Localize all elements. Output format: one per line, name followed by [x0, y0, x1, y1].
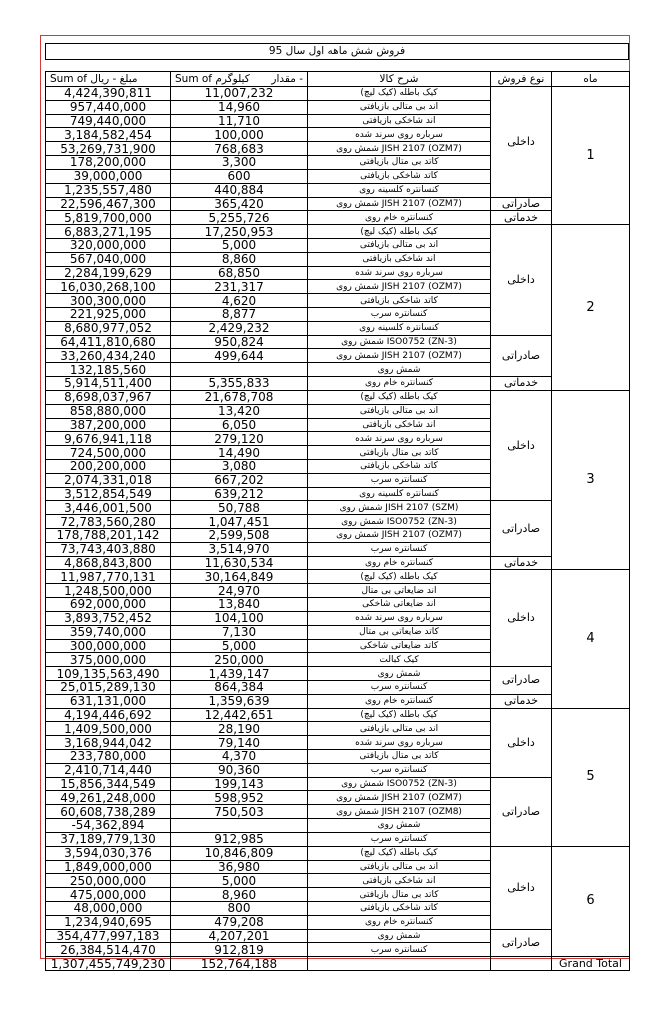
amount-cell: 178,200,000 [46, 156, 171, 170]
amount-cell: 3,893,752,452 [46, 611, 171, 625]
quantity-cell: 3,514,970 [171, 542, 308, 556]
header-row [46, 72, 630, 87]
quantity-cell: 30,164,849 [171, 570, 308, 584]
quantity-cell: 5,255,726 [171, 211, 308, 225]
amount-cell: 1,248,500,000 [46, 584, 171, 598]
description-cell: سرباره روی سرند شده [308, 128, 491, 142]
amount-cell: 724,500,000 [46, 446, 171, 460]
table-body [46, 87, 630, 971]
amount-cell: 387,200,000 [46, 418, 171, 432]
description-cell: اند شاخکی بازیافتی [308, 874, 491, 888]
quantity-cell: 13,420 [171, 404, 308, 418]
quantity-cell: 950,824 [171, 335, 308, 349]
description-cell: اند شاخکی بازیافتی [308, 114, 491, 128]
sale-type-cell: داخلی [491, 225, 552, 336]
table-row [46, 501, 630, 515]
quantity-cell: 21,678,708 [171, 390, 308, 404]
table-row [46, 777, 630, 791]
description-cell: شمش روی [308, 363, 491, 377]
month-cell: 5 [552, 708, 630, 846]
description-cell: شمش روی JISH 2107 (SZM) [308, 501, 491, 515]
quantity-cell: 104,100 [171, 611, 308, 625]
quantity-cell: 639,212 [171, 487, 308, 501]
quantity-cell: 5,000 [171, 238, 308, 252]
description-cell: شمش روی JISH 2107 (OZM7) [308, 791, 491, 805]
quantity-cell: 768,683 [171, 142, 308, 156]
header-qty-sum: Sum of کیلوگرم [175, 72, 250, 85]
amount-cell: 64,411,810,680 [46, 335, 171, 349]
amount-cell: 4,194,446,692 [46, 708, 171, 722]
amount-cell: 72,783,560,280 [46, 515, 171, 529]
amount-cell: 37,189,779,130 [46, 832, 171, 846]
grand-total-type [491, 957, 552, 971]
description-cell: کنسانتره سرب [308, 542, 491, 556]
amount-cell: 8,698,037,967 [46, 390, 171, 404]
description-cell: کنسانتره سرب [308, 308, 491, 322]
amount-cell: 320,000,000 [46, 238, 171, 252]
quantity-cell: 8,877 [171, 308, 308, 322]
amount-cell: 200,200,000 [46, 459, 171, 473]
amount-cell: 60,608,738,289 [46, 805, 171, 819]
description-cell: سرباره روی سرند شده [308, 432, 491, 446]
sale-type-cell: صادراتی [491, 929, 552, 957]
sale-type-cell: داخلی [491, 87, 552, 198]
amount-cell: 375,000,000 [46, 653, 171, 667]
description-cell: کیک کبالت [308, 653, 491, 667]
quantity-cell [171, 819, 308, 833]
description-cell: کیک باطله (کیک لیچ) [308, 225, 491, 239]
table-row [46, 570, 630, 584]
grand-total-label: Grand Total [552, 957, 630, 971]
description-cell: کاتد ضایعاتی شاخکی [308, 639, 491, 653]
description-cell: اند بی متالی بازیافتی [308, 404, 491, 418]
amount-cell: 1,849,000,000 [46, 860, 171, 874]
amount-cell: 858,880,000 [46, 404, 171, 418]
sale-type-cell: خدماتی [491, 377, 552, 391]
quantity-cell: 2,429,232 [171, 321, 308, 335]
amount-cell: 1,409,500,000 [46, 722, 171, 736]
table-row [46, 335, 630, 349]
amount-cell: 132,185,560 [46, 363, 171, 377]
sale-type-cell: صادراتی [491, 335, 552, 376]
description-cell: کاتد بی متال بازیافتی [308, 888, 491, 902]
table-row [46, 390, 630, 404]
description-cell: کاتد شاخکی بازیافتی [308, 294, 491, 308]
description-cell: اند شاخکی بازیافتی [308, 252, 491, 266]
report-title: فروش شش ماهه اول سال 95 [45, 43, 629, 60]
description-cell: اند بی متالی بازیافتی [308, 860, 491, 874]
amount-cell: 1,235,557,480 [46, 183, 171, 197]
description-cell: کیک باطله (کیک لیچ) [308, 87, 491, 101]
quantity-cell [171, 363, 308, 377]
quantity-cell: 11,630,534 [171, 556, 308, 570]
quantity-cell: 1,439,147 [171, 667, 308, 681]
sale-type-cell: داخلی [491, 846, 552, 929]
quantity-cell: 14,960 [171, 100, 308, 114]
description-cell: شمش روی ISO0752 (ZN-3) [308, 335, 491, 349]
table-row [46, 556, 630, 570]
header-amount: Sum of مبلغ - ریال [46, 72, 171, 87]
description-cell: اند ضایعاتی شاخکی [308, 598, 491, 612]
quantity-cell: 600 [171, 169, 308, 183]
description-cell: کاتد شاخکی بازیافتی [308, 901, 491, 915]
quantity-cell: 440,884 [171, 183, 308, 197]
amount-cell: 3,594,030,376 [46, 846, 171, 860]
description-cell: شمش روی ISO0752 (ZN-3) [308, 515, 491, 529]
description-cell: شمش روی [308, 929, 491, 943]
description-cell: شمش روی [308, 819, 491, 833]
description-cell: کنسانتره کلسینه روی [308, 321, 491, 335]
description-cell: کنسانتره خام روی [308, 211, 491, 225]
quantity-cell: 5,000 [171, 874, 308, 888]
header-qty-label: مقدار - [271, 72, 303, 85]
amount-cell: 48,000,000 [46, 901, 171, 915]
sale-type-cell: داخلی [491, 570, 552, 667]
grand-total-quantity: 152,764,188 [171, 957, 308, 971]
amount-cell: 957,440,000 [46, 100, 171, 114]
amount-cell: 11,987,770,131 [46, 570, 171, 584]
quantity-cell: 6,050 [171, 418, 308, 432]
quantity-cell: 250,000 [171, 653, 308, 667]
table-row [46, 694, 630, 708]
amount-cell: 49,261,248,000 [46, 791, 171, 805]
quantity-cell: 68,850 [171, 266, 308, 280]
table-row [46, 667, 630, 681]
grand-total-row [46, 957, 630, 971]
header-description: شرح کالا [308, 72, 491, 87]
description-cell: شمش روی JISH 2107 (OZM7) [308, 349, 491, 363]
quantity-cell: 499,644 [171, 349, 308, 363]
amount-cell: 567,040,000 [46, 252, 171, 266]
description-cell: شمش روی JISH 2107 (OZM8) [308, 805, 491, 819]
table-row [46, 377, 630, 391]
grand-total-amount: 1,307,455,749,230 [46, 957, 171, 971]
amount-cell: 53,269,731,900 [46, 142, 171, 156]
amount-cell: 39,000,000 [46, 169, 171, 183]
description-cell: سرباره روی سرند شده [308, 611, 491, 625]
sale-type-cell: خدماتی [491, 556, 552, 570]
amount-cell: 25,015,289,130 [46, 680, 171, 694]
table-row [46, 225, 630, 239]
quantity-cell: 598,952 [171, 791, 308, 805]
quantity-cell: 5,000 [171, 639, 308, 653]
amount-cell: 178,788,201,142 [46, 529, 171, 543]
description-cell: کاتد شاخکی بازیافتی [308, 459, 491, 473]
quantity-cell: 10,846,809 [171, 846, 308, 860]
sale-type-cell: صادراتی [491, 501, 552, 556]
amount-cell: 33,260,434,240 [46, 349, 171, 363]
description-cell: کنسانتره سرب [308, 680, 491, 694]
description-cell: کنسانتره سرب [308, 943, 491, 957]
amount-cell: -54,362,894 [46, 819, 171, 833]
amount-cell: 3,512,854,549 [46, 487, 171, 501]
quantity-cell: 24,970 [171, 584, 308, 598]
description-cell: اند بی متالی بازیافتی [308, 100, 491, 114]
table-row [46, 929, 630, 943]
description-cell: کنسانتره سرب [308, 832, 491, 846]
sales-table [45, 71, 630, 971]
amount-cell: 5,819,700,000 [46, 211, 171, 225]
amount-cell: 3,168,944,042 [46, 736, 171, 750]
quantity-cell: 912,819 [171, 943, 308, 957]
quantity-cell: 50,788 [171, 501, 308, 515]
description-cell: شمش روی ISO0752 (ZN-3) [308, 777, 491, 791]
quantity-cell: 912,985 [171, 832, 308, 846]
description-cell: سرباره روی سرند شده [308, 266, 491, 280]
description-cell: کیک باطله (کیک لیچ) [308, 708, 491, 722]
description-cell: شمش روی [308, 667, 491, 681]
amount-cell: 1,234,940,695 [46, 915, 171, 929]
quantity-cell: 36,980 [171, 860, 308, 874]
quantity-cell: 11,710 [171, 114, 308, 128]
amount-cell: 26,384,514,470 [46, 943, 171, 957]
month-cell: 4 [552, 570, 630, 708]
sale-type-cell: داخلی [491, 708, 552, 777]
quantity-cell: 100,000 [171, 128, 308, 142]
description-cell: شمش روی JISH 2107 (OZM7) [308, 529, 491, 543]
description-cell: کنسانتره کلسینه روی [308, 183, 491, 197]
amount-cell: 300,000,000 [46, 639, 171, 653]
quantity-cell: 1,047,451 [171, 515, 308, 529]
month-cell: 3 [552, 390, 630, 570]
sale-type-cell: صادراتی [491, 777, 552, 846]
quantity-cell: 800 [171, 901, 308, 915]
month-cell: 2 [552, 225, 630, 391]
header-qty [171, 72, 308, 87]
amount-cell: 300,300,000 [46, 294, 171, 308]
table-row [46, 846, 630, 860]
description-cell: کنسانتره خام روی [308, 377, 491, 391]
quantity-cell: 5,355,833 [171, 377, 308, 391]
amount-cell: 73,743,403,880 [46, 542, 171, 556]
quantity-cell: 28,190 [171, 722, 308, 736]
quantity-cell: 11,007,232 [171, 87, 308, 101]
amount-cell: 4,868,843,800 [46, 556, 171, 570]
amount-cell: 3,446,001,500 [46, 501, 171, 515]
description-cell: کنسانتره خام روی [308, 556, 491, 570]
description-cell: اند ضایعاتی بی متال [308, 584, 491, 598]
header-month: ماه [552, 72, 630, 87]
description-cell: کیک باطله (کیک لیچ) [308, 390, 491, 404]
quantity-cell: 14,490 [171, 446, 308, 460]
month-cell: 6 [552, 846, 630, 957]
amount-cell: 2,284,199,629 [46, 266, 171, 280]
quantity-cell: 8,960 [171, 888, 308, 902]
quantity-cell: 90,360 [171, 763, 308, 777]
amount-cell: 749,440,000 [46, 114, 171, 128]
description-cell: شمش روی JISH 2107 (OZM7) [308, 142, 491, 156]
table-row [46, 211, 630, 225]
description-cell: شمش روی JISH 2107 (OZM7) [308, 197, 491, 211]
description-cell: کاتد شاخکی بازیافتی [308, 169, 491, 183]
amount-cell: 221,925,000 [46, 308, 171, 322]
quantity-cell: 231,317 [171, 280, 308, 294]
quantity-cell: 279,120 [171, 432, 308, 446]
amount-cell: 2,410,714,440 [46, 763, 171, 777]
quantity-cell: 13,840 [171, 598, 308, 612]
description-cell: کاتد بی متال بازیافتی [308, 156, 491, 170]
description-cell: کنسانتره خام روی [308, 915, 491, 929]
amount-cell: 4,424,390,811 [46, 87, 171, 101]
quantity-cell: 864,384 [171, 680, 308, 694]
table-row [46, 197, 630, 211]
description-cell: سرباره روی سرند شده [308, 736, 491, 750]
table-row [46, 87, 630, 101]
quantity-cell: 667,202 [171, 473, 308, 487]
description-cell: کنسانتره کلسینه روی [308, 487, 491, 501]
quantity-cell: 4,620 [171, 294, 308, 308]
quantity-cell: 479,208 [171, 915, 308, 929]
quantity-cell: 4,370 [171, 750, 308, 764]
amount-cell: 3,184,582,454 [46, 128, 171, 142]
amount-cell: 475,000,000 [46, 888, 171, 902]
amount-cell: 6,883,271,195 [46, 225, 171, 239]
amount-cell: 109,135,563,490 [46, 667, 171, 681]
amount-cell: 359,740,000 [46, 625, 171, 639]
amount-cell: 2,074,331,018 [46, 473, 171, 487]
quantity-cell: 365,420 [171, 197, 308, 211]
amount-cell: 233,780,000 [46, 750, 171, 764]
sale-type-cell: خدماتی [491, 694, 552, 708]
amount-cell: 354,477,997,183 [46, 929, 171, 943]
quantity-cell: 1,359,639 [171, 694, 308, 708]
description-cell: شمش روی JISH 2107 (OZM7) [308, 280, 491, 294]
grand-total-description [308, 957, 491, 971]
sale-type-cell: خدماتی [491, 211, 552, 225]
quantity-cell: 8,860 [171, 252, 308, 266]
description-cell: کنسانتره سرب [308, 473, 491, 487]
description-cell: اند شاخکی بازیافتی [308, 418, 491, 432]
quantity-cell: 79,140 [171, 736, 308, 750]
amount-cell: 692,000,000 [46, 598, 171, 612]
quantity-cell: 750,503 [171, 805, 308, 819]
month-cell: 1 [552, 87, 630, 225]
amount-cell: 8,680,977,052 [46, 321, 171, 335]
sale-type-cell: صادراتی [491, 197, 552, 211]
description-cell: کاتد بی متال بازیافتی [308, 446, 491, 460]
description-cell: کنسانتره خام روی [308, 694, 491, 708]
amount-cell: 22,596,467,300 [46, 197, 171, 211]
amount-cell: 250,000,000 [46, 874, 171, 888]
description-cell: اند بی متالی بازیافتی [308, 722, 491, 736]
description-cell: کنسانتره سرب [308, 763, 491, 777]
amount-cell: 9,676,941,118 [46, 432, 171, 446]
quantity-cell: 4,207,201 [171, 929, 308, 943]
description-cell: کاتد ضایعاتی بی متال [308, 625, 491, 639]
description-cell: کاتد بی متال بازیافتی [308, 750, 491, 764]
amount-cell: 15,856,344,549 [46, 777, 171, 791]
quantity-cell: 3,300 [171, 156, 308, 170]
quantity-cell: 7,130 [171, 625, 308, 639]
quantity-cell: 17,250,953 [171, 225, 308, 239]
table-row [46, 708, 630, 722]
description-cell: اند بی متالی بازیافتی [308, 238, 491, 252]
sale-type-cell: صادراتی [491, 667, 552, 695]
quantity-cell: 199,143 [171, 777, 308, 791]
quantity-cell: 2,599,508 [171, 529, 308, 543]
quantity-cell: 12,442,651 [171, 708, 308, 722]
header-sale-type: نوع فروش [491, 72, 552, 87]
amount-cell: 631,131,000 [46, 694, 171, 708]
description-cell: کیک باطله (کیک لیچ) [308, 846, 491, 860]
description-cell: کیک باطله (کیک لیچ) [308, 570, 491, 584]
amount-cell: 5,914,511,400 [46, 377, 171, 391]
quantity-cell: 3,080 [171, 459, 308, 473]
amount-cell: 16,030,268,100 [46, 280, 171, 294]
sale-type-cell: داخلی [491, 390, 552, 501]
